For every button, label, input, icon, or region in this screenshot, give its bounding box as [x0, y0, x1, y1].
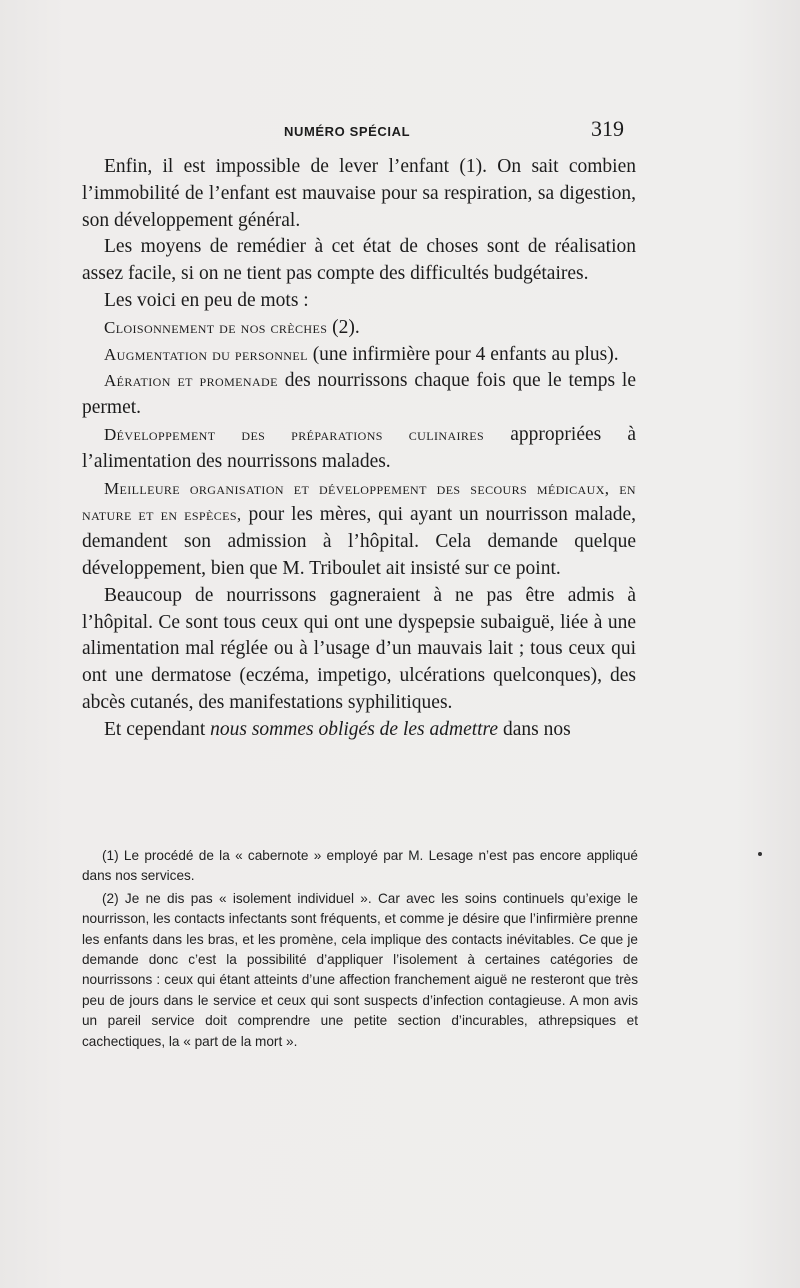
paragraph-7-text: appropriées à l’alimentation des nourrissons malades.: [82, 423, 637, 472]
footnote-1: (1) Le procédé de la « cabernote » employé par M. Lesage n’est pas encore appliqué dans nos services.: [82, 848, 638, 884]
paragraph-4: [82, 315, 636, 342]
paragraph-8-text: pour les mères, qui ayant un nourrisson malade, demandent son admission à l’hôpital. Cela demande quelque développement, bien que M. Triboulet ait insisté sur ce point.: [82, 504, 637, 579]
page-header: [82, 116, 630, 142]
paragraph-3: Les voici en peu de mots :: [104, 289, 309, 311]
heading-augmentation: Augmentation du personnel: [104, 344, 308, 364]
main-text: [82, 154, 636, 744]
paragraph-5-text: (une infirmière pour 4 enfants au plus).: [307, 343, 619, 365]
ink-speck: [758, 852, 762, 856]
paragraph-2: Les moyens de remédier à cet état de choses sont de réalisation assez facile, si on ne tient pas compte des difficultés budgétaires.: [82, 236, 636, 285]
running-head: NUMÉRO SPÉCIAL: [284, 124, 411, 139]
paragraph-10: [82, 717, 636, 744]
paragraph-10-end: dans nos: [498, 718, 571, 740]
paragraph-9: Beaucoup de nourrissons gagneraient à ne pas être admis à l’hôpital. Ce sont tous ceux qui ont une dyspepsie subaiguë, liée à une alimentation mal réglée ou à l’usage d’un mauvais lait ; tous ceux qui ont une dermatose (eczéma, impetigo, ulcérations quelconques), des abcès cutanés, des manifestations syphilitiques.: [82, 584, 636, 713]
paragraph-1: Enfin, il est impossible de lever l’enfant (1). On sait combien l’immobilité de l’enfant est mauvaise pour sa respiration, sa digestion, son développement général.: [82, 156, 636, 231]
heading-developpement: Développement des préparations culinaires: [104, 424, 485, 444]
footnote-2: (2) Je ne dis pas « isolement individuel ». Car avec les soins continuels qu’exige le nourrisson, les contacts infectants sont fréquents, et comme je désire que l’infirmière prenne les enfants dans les bras, et les promène, cela implique des contacts inévitables. Ce que je demande donc c’est la possibilité d’appliquer l’isolement à certaines catégories de nourrissons : ceux qui étant atteints d’une affection franchement aiguë ne resteront que très peu de jours dans le service et ceux qui sont suspects d’infection contagieuse. A mon avis un pareil service doit comprendre une petite section d’incurables, athrepsiques et cachectiques, la « part de la mort ».: [82, 890, 638, 1049]
heading-aeration: Aération et promenade: [104, 371, 278, 391]
paragraph-6: [82, 368, 636, 422]
paragraph-10-italic: nous sommes obligés de les admettre: [210, 718, 499, 740]
page-number: 319: [591, 116, 624, 141]
paragraph-7: [82, 422, 636, 476]
paragraph-4-text: (2).: [327, 316, 360, 338]
paragraph-6-text: des nourrissons chaque fois que le temps le permet.: [82, 370, 636, 419]
paragraph-10-start: Et cependant: [104, 718, 211, 740]
paragraph-5: [82, 342, 636, 369]
paragraph-8: [82, 476, 636, 583]
footnotes: [82, 846, 638, 1054]
heading-cloisonnement: Cloisonnement de nos crèches: [104, 317, 328, 337]
heading-organisation: Meilleure organisation et développement des secours médicaux, en nature et en espèces,: [82, 478, 636, 525]
